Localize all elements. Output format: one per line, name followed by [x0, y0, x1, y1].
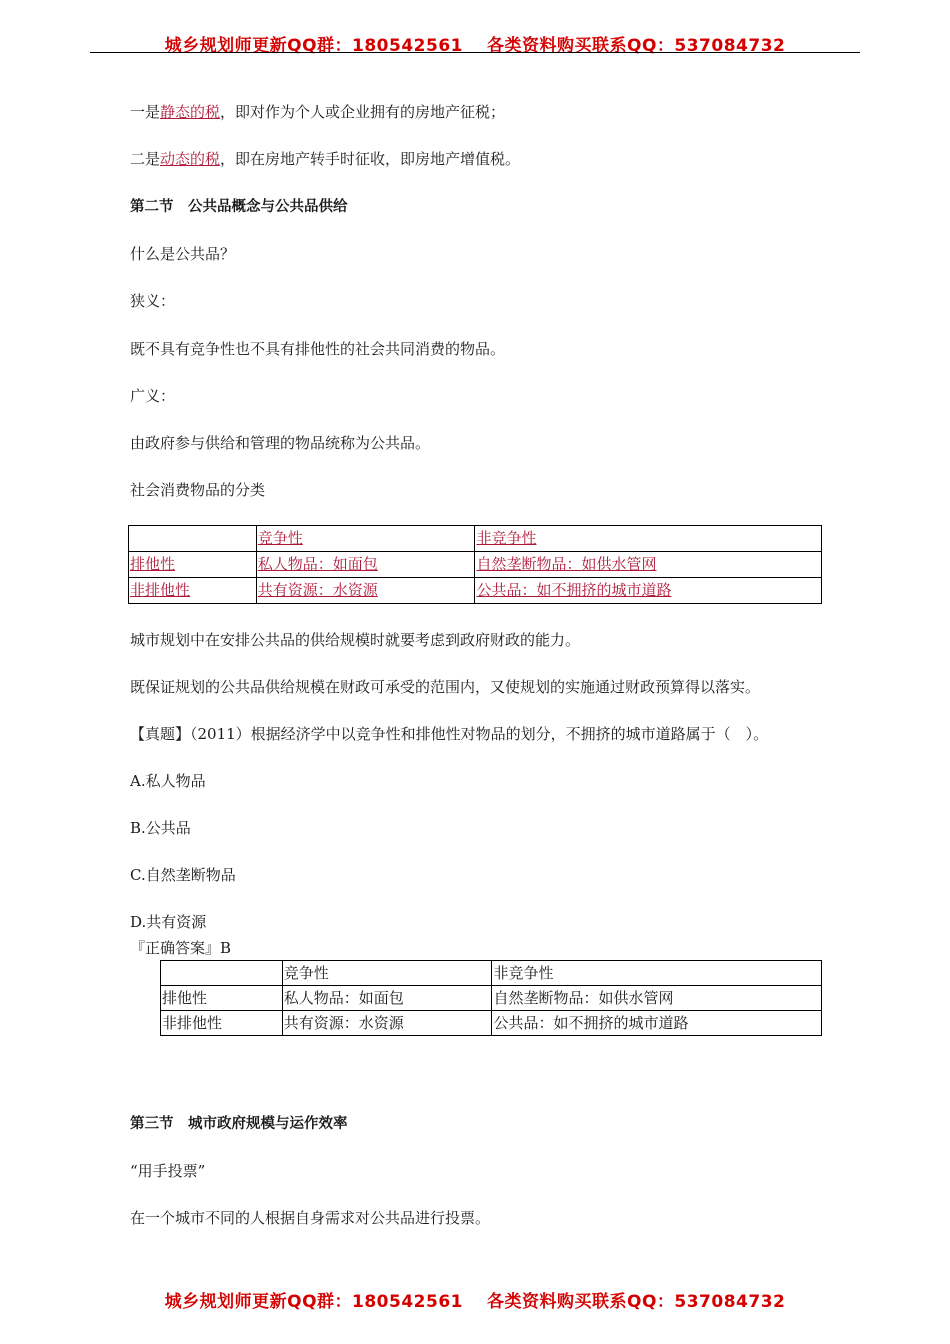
paragraph-static-tax — [130, 102, 505, 122]
table-row — [129, 578, 822, 604]
table-cell-link[interactable]: 自然垄断物品：如供水管网 — [475, 552, 822, 578]
table-cell: 竞争性 — [282, 961, 492, 986]
para2-suffix: ，即在房地产转手时征收，即房地产增值税。 — [220, 150, 521, 168]
exam-question: 【真题】（2011）根据经济学中以竞争性和排他性对物品的划分，不拥挤的城市道路属于（ ）。 — [130, 725, 769, 743]
table-cell: 排他性 — [161, 986, 283, 1011]
static-tax-link[interactable]: 静态的税 — [160, 103, 221, 121]
table-cell — [129, 526, 257, 552]
para1-prefix: 一是 — [130, 103, 161, 121]
table-row — [129, 526, 822, 552]
paragraph-dynamic-tax — [130, 149, 520, 169]
table-cell-link[interactable]: 私人物品：如面包 — [256, 552, 475, 578]
header-contact-text: 各类资料购买联系QQ：537084732 — [487, 36, 786, 56]
classification-table-answer — [160, 960, 822, 1036]
broad-label: 广义： — [130, 387, 176, 405]
footer-group-text: 城乡规划师更新QQ群：180542561 — [164, 1292, 463, 1312]
table-cell: 私人物品：如面包 — [282, 986, 492, 1011]
table-cell: 非竞争性 — [492, 961, 822, 986]
table-row — [161, 986, 822, 1011]
header-group-text: 城乡规划师更新QQ群：180542561 — [164, 36, 463, 56]
section3-title: 第三节 城市政府规模与运作效率 — [130, 1116, 348, 1132]
table-row — [129, 552, 822, 578]
table-cell: 非排他性 — [161, 1011, 283, 1036]
section2-title: 第二节 公共品概念与公共品供给 — [130, 199, 348, 215]
header-rule — [90, 52, 860, 53]
table-cell: 公共品：如不拥挤的城市道路 — [492, 1011, 822, 1036]
table-cell: 共有资源：水资源 — [282, 1011, 492, 1036]
table-cell-link[interactable]: 非竞争性 — [475, 526, 822, 552]
para2-prefix: 二是 — [130, 150, 161, 168]
planning-note-1: 城市规划中在安排公共品的供给规模时就要考虑到政府财政的能力。 — [130, 631, 581, 649]
table-cell — [161, 961, 283, 986]
vote-definition: 在一个城市不同的人根据自身需求对公共品进行投票。 — [130, 1209, 491, 1227]
table-row — [161, 1011, 822, 1036]
table-cell-link[interactable]: 非排他性 — [129, 578, 257, 604]
narrow-definition: 既不具有竞争性也不具有排他性的社会共同消费的物品。 — [130, 340, 506, 358]
table-cell: 自然垄断物品：如供水管网 — [492, 986, 822, 1011]
option-c: C.自然垄断物品 — [130, 866, 236, 884]
question-what-is-public-good: 什么是公共品？ — [130, 245, 236, 263]
option-b: B.公共品 — [130, 819, 191, 837]
table-cell-link[interactable]: 排他性 — [129, 552, 257, 578]
para1-suffix: ，即对作为个人或企业拥有的房地产征税； — [220, 103, 506, 121]
correct-answer: 『正确答案』B — [130, 939, 232, 957]
narrow-label: 狭义： — [130, 292, 176, 310]
table-cell-link[interactable]: 竞争性 — [256, 526, 475, 552]
table-cell-link[interactable]: 共有资源：水资源 — [256, 578, 475, 604]
dynamic-tax-link[interactable]: 动态的税 — [160, 150, 221, 168]
table-cell-link[interactable]: 公共品：如不拥挤的城市道路 — [475, 578, 822, 604]
planning-note-2: 既保证规划的公共品供给规模在财政可承受的范围内，又使规划的实施通过财政预算得以落实。 — [130, 678, 761, 696]
option-d: D.共有资源 — [130, 913, 207, 931]
classification-table-linked — [128, 525, 822, 604]
table-row — [161, 961, 822, 986]
page-footer — [0, 1287, 950, 1312]
option-a: A.私人物品 — [130, 772, 206, 790]
classification-title: 社会消费物品的分类 — [130, 481, 266, 499]
broad-definition: 由政府参与供给和管理的物品统称为公共品。 — [130, 434, 431, 452]
footer-contact-text: 各类资料购买联系QQ：537084732 — [487, 1292, 786, 1312]
vote-title: “用手投票” — [130, 1162, 206, 1180]
